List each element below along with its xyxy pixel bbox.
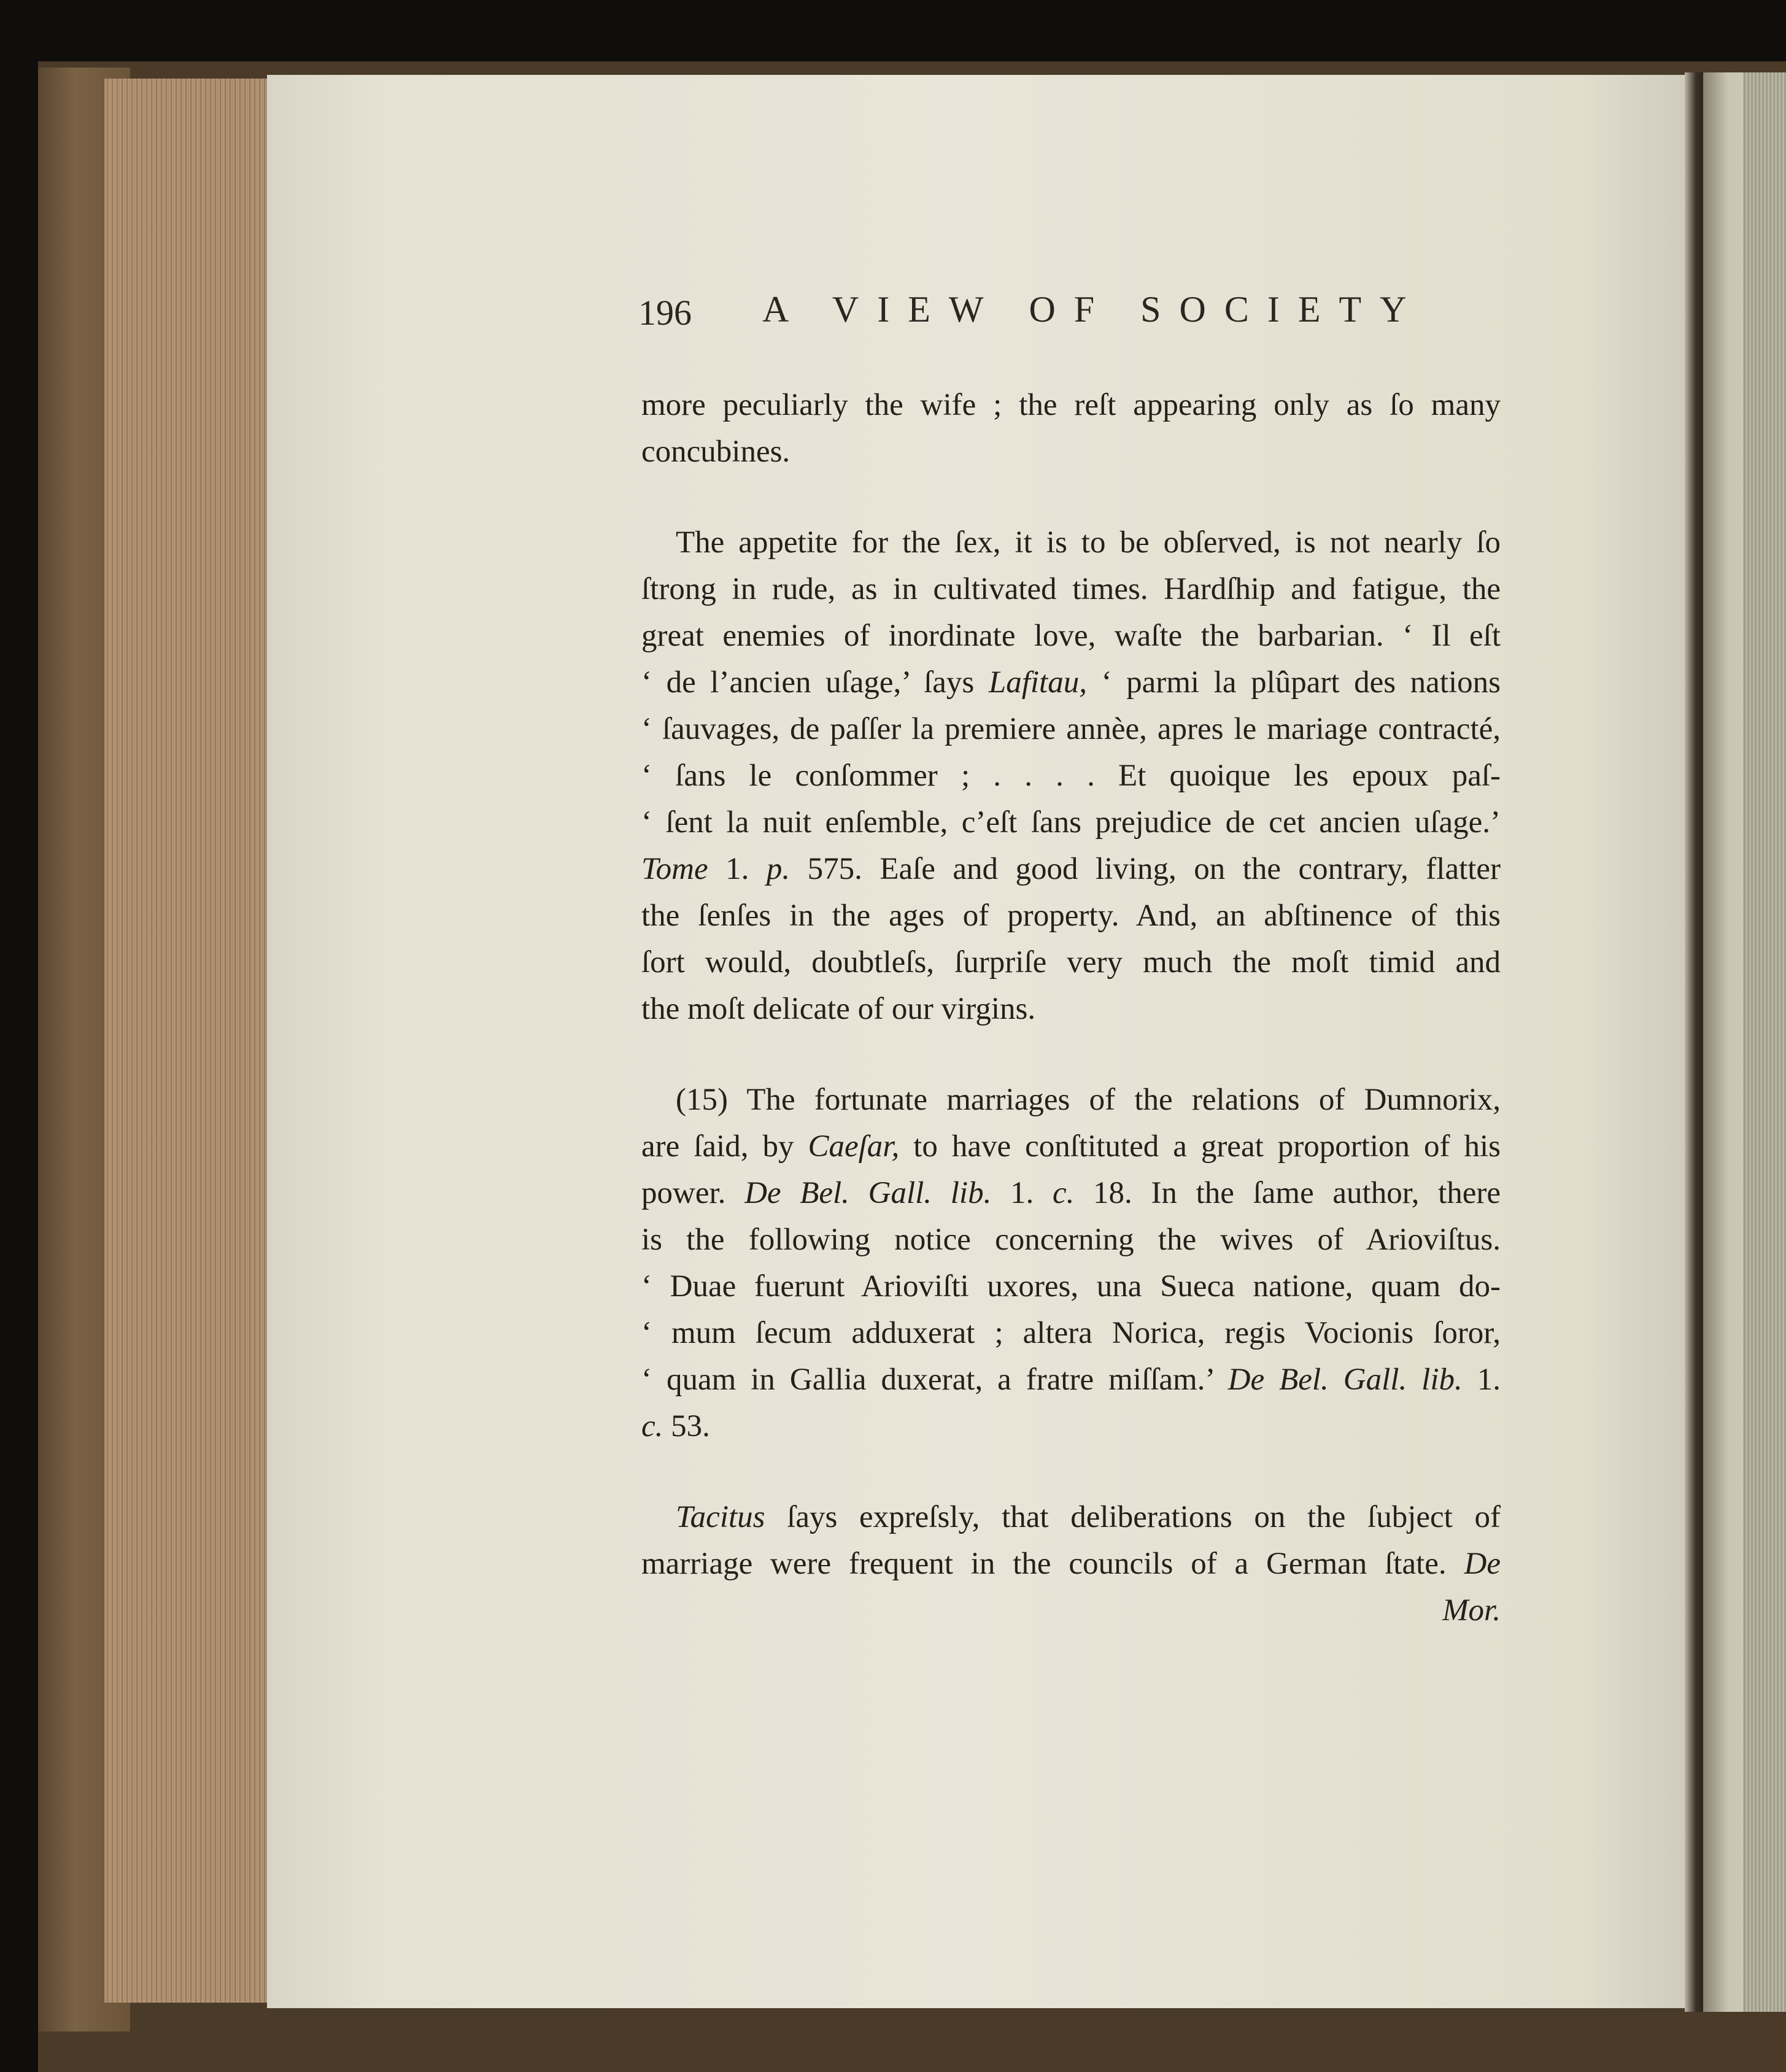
text-line: more peculiarly the wife ; the reſt appearing only as ſo many — [641, 388, 1501, 422]
text-line: the ſenſes in the ages of property. And, an abſtinence of this — [641, 899, 1501, 933]
text-line: ‘ ſans le conſommer ; . . . . Et quoique les epoux paſ- — [641, 759, 1501, 793]
text-line: marriage were frequent in the councils of a German ſtate. De — [641, 1547, 1501, 1581]
running-title: A VIEW OF SOCIETY — [762, 289, 1425, 330]
text-line: (15) The fortunate marriages of the relations of Dumnorix, — [676, 1083, 1501, 1117]
citation: De Bel. Gall. lib. — [744, 1176, 992, 1210]
page-text — [641, 382, 1501, 1634]
running-head — [638, 288, 1425, 338]
text-line: great enemies of inordinate love, waſte the barbarian. ‘ Il eſt — [641, 619, 1501, 653]
text-line: are ſaid, by Caeſar, to have conſtituted a great proportion of his — [641, 1129, 1501, 1164]
text-line: ‘ ſent la nuit enſemble, c’eſt ſans prejudice de cet ancien uſage.’ — [641, 805, 1501, 840]
paragraph-1 — [641, 382, 1501, 475]
paragraph-4 — [641, 1494, 1501, 1634]
citation: De Bel. Gall. lib. — [1227, 1363, 1463, 1397]
paragraph-2 — [641, 519, 1501, 1032]
text-line: Tome 1. p. 575. Eaſe and good living, on the contrary, flatter — [641, 852, 1501, 886]
author-name: Lafitau, — [988, 665, 1087, 700]
citation: Tome — [641, 852, 708, 886]
facing-page-stack — [1743, 72, 1786, 2012]
author-name: Caeſar, — [808, 1129, 900, 1164]
text-line: ſtrong in rude, as in cultivated times. Hardſhip and fatigue, the — [641, 572, 1501, 606]
text-line: c. 53. — [641, 1409, 710, 1444]
text-line: ‘ mum ſecum adduxerat ; altera Norica, regis Vocionis ſoror, — [641, 1316, 1501, 1350]
text-line: The appetite for the ſex, it is to be obſerved, is not nearly ſo — [676, 525, 1501, 560]
gutter — [1685, 72, 1703, 2012]
page-edges — [104, 79, 273, 2003]
text-line: ‘ Duae fuerunt Arioviſti uxores, una Sueca natione, quam do- — [641, 1269, 1501, 1304]
text-line: the moſt delicate of our virgins. — [641, 992, 1036, 1026]
author-name: Tacitus — [676, 1500, 765, 1534]
text-line: ſort would, doubtleſs, ſurpriſe very much the moſt timid and — [641, 945, 1501, 980]
text-line: ‘ quam in Gallia duxerat, a fratre miſſam.’ De Bel. Gall. lib. 1. — [641, 1363, 1501, 1397]
text-line: Tacitus ſays expreſsly, that deliberations on the ſubject of — [676, 1500, 1501, 1534]
text-line: power. De Bel. Gall. lib. 1. c. 18. In the ſame author, there — [641, 1176, 1501, 1210]
paragraph-3 — [641, 1077, 1501, 1450]
page-number: 196 — [638, 293, 692, 333]
text-line: ‘ ſauvages, de paſſer la premiere annèe, apres le mariage contracté, — [641, 712, 1501, 746]
text-line: concubines. — [641, 435, 791, 469]
text-line: is the following notice concerning the wives of Arioviſtus. — [641, 1223, 1501, 1257]
text-line: ‘ de l’ancien uſage,’ ſays Lafitau, ‘ parmi la plûpart des nations — [641, 665, 1501, 700]
catchword: Mor. — [1442, 1593, 1501, 1628]
